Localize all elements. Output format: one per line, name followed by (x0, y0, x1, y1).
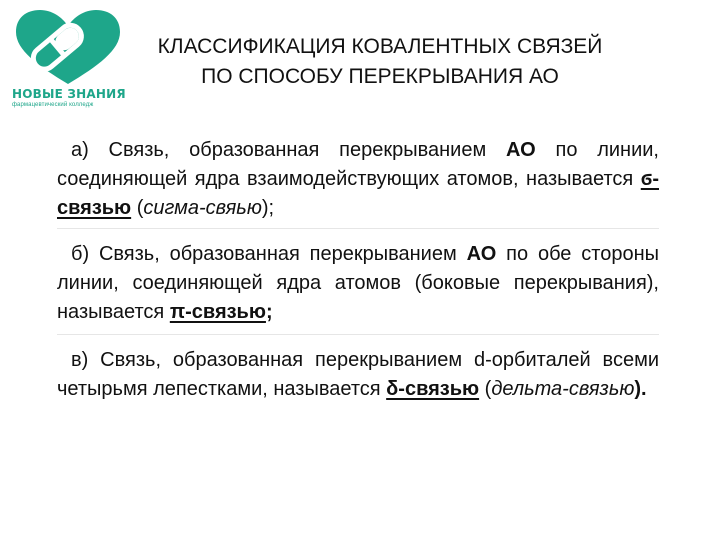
paragraph-sigma (57, 136, 659, 223)
delta-tail: ). (634, 378, 647, 400)
pi-text: б) Связь, образованная перекрыванием (71, 243, 457, 265)
sigma-ao: АО (505, 139, 536, 161)
paragraph-delta (57, 346, 659, 404)
page-title (60, 32, 700, 92)
delta-text: в) Связь, образованная перекрыванием d-орбиталей всеми четырьмя лепестками, называется (57, 349, 659, 400)
sigma-text-2: по линии, соединяющей ядра взаимодействующих атомов, называется (57, 139, 659, 190)
title-line-1: КЛАССИФИКАЦИЯ КОВАЛЕНТНЫХ СВЯЗЕЙ (157, 35, 603, 58)
logo-tagline: фармацевтический колледж (12, 102, 94, 108)
divider (57, 334, 659, 335)
sigma-paren: ( (131, 197, 144, 219)
pi-tail: ; (265, 301, 273, 323)
sigma-text: а) Связь, образованная перекрыванием (71, 139, 487, 161)
sigma-tail: ); (261, 197, 275, 219)
pi-text-2: по обе стороны линии, соединяющей ядра атомов (боковые перекрывания), называется (57, 243, 659, 323)
paragraph-pi (57, 240, 659, 327)
logo-name: НОВЫЕ ЗНАНИЯ (12, 87, 126, 101)
delta-paren: ( (479, 378, 492, 400)
delta-term: δ-связью (386, 378, 480, 400)
title-line-2: ПО СПОСОБУ ПЕРЕКРЫВАНИЯ АО (201, 65, 559, 88)
delta-term-italic: дельта-связью (491, 378, 635, 400)
sigma-term: ϭ-связью (57, 168, 659, 219)
divider (57, 228, 659, 229)
pi-term: π-связью (169, 301, 266, 323)
sigma-term-italic: сигма-свяью (143, 197, 262, 219)
pi-ao: АО (466, 243, 497, 265)
